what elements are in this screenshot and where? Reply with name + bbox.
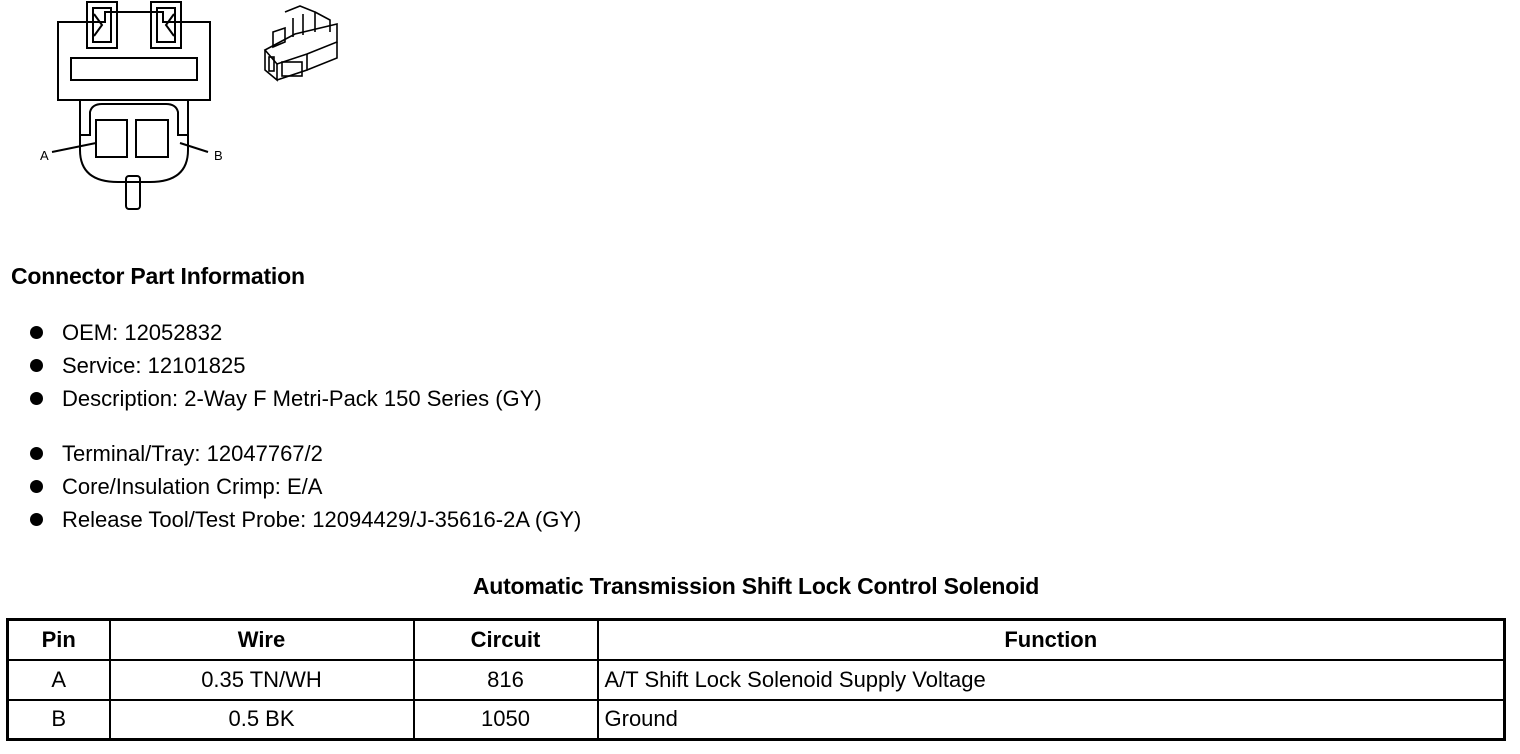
- list-item: [28, 382, 542, 415]
- header-wire: Wire: [110, 620, 414, 660]
- list-item: [28, 503, 581, 536]
- list-item-text: OEM: 12052832: [62, 320, 223, 345]
- connector-face-view-drawing: [30, 0, 240, 215]
- bullet-icon: [30, 513, 43, 526]
- pin-b-callout: B: [214, 148, 223, 163]
- table-row: [8, 660, 1505, 700]
- bullet-icon: [30, 392, 43, 405]
- bullet-icon: [30, 480, 43, 493]
- pin-table: [6, 618, 1506, 741]
- connector-isometric-drawing: [255, 2, 350, 87]
- cell-circuit: 816: [414, 660, 598, 700]
- cell-function: A/T Shift Lock Solenoid Supply Voltage: [598, 660, 1505, 700]
- table-header-row: [8, 620, 1505, 660]
- header-circuit: Circuit: [414, 620, 598, 660]
- bullet-icon: [30, 359, 43, 372]
- connector-info-list-2: [28, 437, 581, 536]
- list-item: [28, 349, 542, 382]
- pin-a-callout: A: [40, 148, 49, 163]
- list-item: [28, 470, 581, 503]
- cell-function: Ground: [598, 700, 1505, 740]
- list-item: [28, 437, 581, 470]
- connector-info-heading: Connector Part Information: [11, 263, 305, 289]
- list-item-text: Release Tool/Test Probe: 12094429/J-35616-2A (GY): [62, 507, 582, 532]
- cell-pin: A: [8, 660, 110, 700]
- cell-pin: B: [8, 700, 110, 740]
- cell-wire: 0.35 TN/WH: [110, 660, 414, 700]
- list-item-text: Core/Insulation Crimp: E/A: [62, 474, 323, 499]
- bullet-icon: [30, 326, 43, 339]
- cell-circuit: 1050: [414, 700, 598, 740]
- list-item-text: Terminal/Tray: 12047767/2: [62, 441, 323, 466]
- table-row: [8, 700, 1505, 740]
- header-function: Function: [598, 620, 1505, 660]
- connector-info-list-1: [28, 316, 542, 415]
- header-pin: Pin: [8, 620, 110, 660]
- list-item: [28, 316, 542, 349]
- cell-wire: 0.5 BK: [110, 700, 414, 740]
- list-item-text: Description: 2-Way F Metri-Pack 150 Series (GY): [62, 386, 542, 411]
- bullet-icon: [30, 447, 43, 460]
- pin-table-caption: Automatic Transmission Shift Lock Control Solenoid: [472, 573, 1040, 599]
- list-item-text: Service: 12101825: [62, 353, 246, 378]
